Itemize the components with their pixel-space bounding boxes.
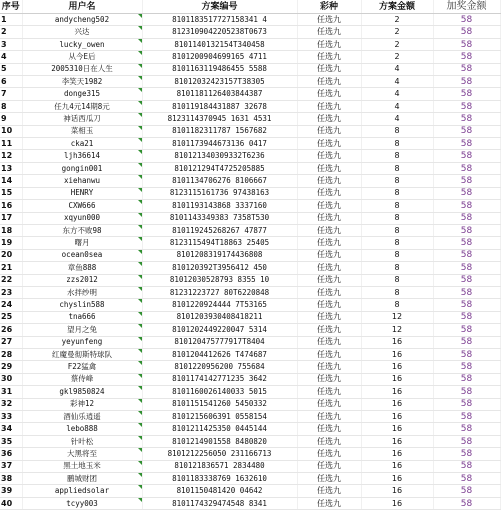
cell-code[interactable]: 8101212256050 231166713 xyxy=(142,448,297,460)
cell-user[interactable]: 鹏城财团 xyxy=(22,473,142,485)
cell-amount[interactable]: 16 xyxy=(361,485,433,497)
cell-type[interactable]: 任选九 xyxy=(297,150,361,162)
cell-user[interactable]: 水拌纱明 xyxy=(22,286,142,298)
cell-prize[interactable]: 58 xyxy=(433,361,500,373)
cell-type[interactable]: 任选九 xyxy=(297,187,361,199)
cell-prize[interactable]: 58 xyxy=(433,26,500,38)
cell-code[interactable]: 8123115494T18863 25405 xyxy=(142,237,297,249)
cell-num[interactable]: 30 xyxy=(0,373,22,385)
cell-code[interactable]: 8101173944673136 0417 xyxy=(142,138,297,150)
table-row xyxy=(0,249,500,261)
cell-type[interactable]: 任选九 xyxy=(297,398,361,410)
cell-prize[interactable]: 58 xyxy=(433,38,500,50)
cell-amount[interactable]: 8 xyxy=(361,150,433,162)
cell-code[interactable]: 810121294T4725205885 xyxy=(142,162,297,174)
table-row xyxy=(0,224,500,236)
cell-prize[interactable]: 58 xyxy=(433,150,500,162)
cell-type[interactable]: 任选九 xyxy=(297,125,361,137)
cell-type[interactable]: 任选九 xyxy=(297,311,361,323)
cell-code[interactable]: 8123109042205238T0673 xyxy=(142,26,297,38)
cell-prize[interactable]: 58 xyxy=(433,348,500,360)
cell-amount[interactable]: 16 xyxy=(361,435,433,447)
cell-amount[interactable]: 2 xyxy=(361,51,433,63)
cell-prize[interactable]: 58 xyxy=(433,460,500,472)
table-row xyxy=(0,485,500,497)
cell-amount[interactable]: 2 xyxy=(361,38,433,50)
cell-prize[interactable]: 58 xyxy=(433,435,500,447)
cell-type[interactable]: 任选九 xyxy=(297,249,361,261)
cell-prize[interactable]: 58 xyxy=(433,448,500,460)
cell-type[interactable]: 任选九 xyxy=(297,212,361,224)
cell-prize[interactable]: 58 xyxy=(433,386,500,398)
table-row xyxy=(0,237,500,249)
table-row xyxy=(0,286,500,298)
cell-prize[interactable]: 58 xyxy=(433,262,500,274)
cell-prize[interactable]: 58 xyxy=(433,398,500,410)
cell-user[interactable]: cka21 xyxy=(22,138,142,150)
cell-type[interactable]: 任选九 xyxy=(297,324,361,336)
cell-user[interactable]: 章鱼888 xyxy=(22,262,142,274)
cell-amount[interactable]: 8 xyxy=(361,175,433,187)
cell-type[interactable]: 任选九 xyxy=(297,348,361,360)
cell-type[interactable]: 任选九 xyxy=(297,162,361,174)
cell-num[interactable]: 36 xyxy=(0,448,22,460)
cell-num[interactable]: 1 xyxy=(0,14,22,26)
cell-prize[interactable]: 58 xyxy=(433,63,500,75)
cell-user[interactable]: 李笑天1982 xyxy=(22,76,142,88)
table-row xyxy=(0,448,500,460)
cell-type[interactable]: 任选九 xyxy=(297,448,361,460)
cell-user[interactable]: zzs2012 xyxy=(22,274,142,286)
cell-num[interactable]: 16 xyxy=(0,200,22,212)
cell-num[interactable]: 4 xyxy=(0,51,22,63)
table-row xyxy=(0,113,500,125)
cell-amount[interactable]: 8 xyxy=(361,187,433,199)
table-row xyxy=(0,348,500,360)
cell-amount[interactable]: 8 xyxy=(361,224,433,236)
cell-num[interactable]: 12 xyxy=(0,150,22,162)
table-row xyxy=(0,212,500,224)
cell-num[interactable]: 35 xyxy=(0,435,22,447)
cell-amount[interactable]: 4 xyxy=(361,63,433,75)
cell-num[interactable]: 26 xyxy=(0,324,22,336)
cell-user[interactable]: 红魔曼彻斯特球队 xyxy=(22,348,142,360)
cell-code[interactable]: 8101134706276 8106667 xyxy=(142,175,297,187)
cell-user[interactable]: 大黑将至 xyxy=(22,448,142,460)
cell-type[interactable]: 任选九 xyxy=(297,299,361,311)
cell-num[interactable]: 28 xyxy=(0,348,22,360)
cell-type[interactable]: 任选九 xyxy=(297,200,361,212)
cell-num[interactable]: 40 xyxy=(0,497,22,509)
cell-num[interactable]: 34 xyxy=(0,423,22,435)
cell-user[interactable]: HENRY xyxy=(22,187,142,199)
cell-type[interactable]: 任选九 xyxy=(297,237,361,249)
cell-type[interactable]: 任选九 xyxy=(297,336,361,348)
cell-amount[interactable]: 8 xyxy=(361,299,433,311)
cell-code[interactable]: 8101150481420 04642 xyxy=(142,485,297,497)
table-row xyxy=(0,398,500,410)
cell-user[interactable]: 望月之兔 xyxy=(22,324,142,336)
table-row xyxy=(0,187,500,199)
cell-amount[interactable]: 16 xyxy=(361,348,433,360)
cell-code[interactable]: 810119245268267 47877 xyxy=(142,224,297,236)
cell-user[interactable]: F22猛禽 xyxy=(22,361,142,373)
cell-num[interactable]: 20 xyxy=(0,249,22,261)
cell-prize[interactable]: 58 xyxy=(433,497,500,509)
cell-user[interactable]: 任九4元14期8元 xyxy=(22,100,142,112)
cell-type[interactable]: 任选九 xyxy=(297,274,361,286)
cell-prize[interactable]: 58 xyxy=(433,224,500,236)
cell-num[interactable]: 27 xyxy=(0,336,22,348)
header-prize[interactable]: 加奖金额 xyxy=(433,0,500,14)
cell-user[interactable]: appliedsolar xyxy=(22,485,142,497)
cell-num[interactable]: 38 xyxy=(0,473,22,485)
cell-user[interactable]: 东方不败98 xyxy=(22,224,142,236)
cell-code[interactable]: 8123115161736 97438163 xyxy=(142,187,297,199)
cell-num[interactable]: 25 xyxy=(0,311,22,323)
cell-user[interactable]: tcyy003 xyxy=(22,497,142,509)
cell-user[interactable]: 酒仙乐逍遥 xyxy=(22,411,142,423)
cell-prize[interactable]: 58 xyxy=(433,100,500,112)
cell-num[interactable]: 14 xyxy=(0,175,22,187)
cell-user[interactable]: 彩神12 xyxy=(22,398,142,410)
cell-type[interactable]: 任选九 xyxy=(297,100,361,112)
table-row xyxy=(0,311,500,323)
cell-user[interactable]: yeyunfeng xyxy=(22,336,142,348)
cell-code[interactable]: 8101193143868 3337160 xyxy=(142,200,297,212)
header-user[interactable]: 用户名 xyxy=(22,0,142,14)
cell-prize[interactable]: 58 xyxy=(433,187,500,199)
cell-user[interactable]: CXW666 xyxy=(22,200,142,212)
cell-amount[interactable]: 16 xyxy=(361,373,433,385)
cell-code[interactable]: 8101160026140033 5015 xyxy=(142,386,297,398)
cell-amount[interactable]: 8 xyxy=(361,249,433,261)
cell-code[interactable]: 810120392T3956412 450 xyxy=(142,262,297,274)
cell-num[interactable]: 8 xyxy=(0,100,22,112)
cell-type[interactable]: 任选九 xyxy=(297,76,361,88)
cell-prize[interactable]: 58 xyxy=(433,274,500,286)
cell-code[interactable]: 8101143349383 7358T530 xyxy=(142,212,297,224)
cell-user[interactable]: 针叶松 xyxy=(22,435,142,447)
cell-amount[interactable]: 16 xyxy=(361,497,433,509)
cell-type[interactable]: 任选九 xyxy=(297,373,361,385)
cell-prize[interactable]: 58 xyxy=(433,411,500,423)
cell-type[interactable]: 任选九 xyxy=(297,14,361,26)
table-row xyxy=(0,125,500,137)
cell-prize[interactable]: 58 xyxy=(433,473,500,485)
cell-amount[interactable]: 8 xyxy=(361,200,433,212)
cell-type[interactable]: 任选九 xyxy=(297,26,361,38)
cell-prize[interactable]: 58 xyxy=(433,125,500,137)
table-row xyxy=(0,175,500,187)
cell-prize[interactable]: 58 xyxy=(433,175,500,187)
cell-user[interactable]: lebo888 xyxy=(22,423,142,435)
cell-num[interactable]: 17 xyxy=(0,212,22,224)
cell-code[interactable]: 8101163119486455 5588 xyxy=(142,63,297,75)
cell-code[interactable]: 8101202449220047 5314 xyxy=(142,324,297,336)
cell-type[interactable]: 任选九 xyxy=(297,473,361,485)
cell-prize[interactable]: 58 xyxy=(433,162,500,174)
cell-amount[interactable]: 8 xyxy=(361,162,433,174)
cell-amount[interactable]: 12 xyxy=(361,311,433,323)
header-num[interactable]: 序号 xyxy=(0,0,22,14)
cell-type[interactable]: 任选九 xyxy=(297,175,361,187)
table-row xyxy=(0,324,500,336)
cell-code[interactable]: 81012032423157T38305 xyxy=(142,76,297,88)
table-row xyxy=(0,14,500,26)
cell-prize[interactable]: 58 xyxy=(433,14,500,26)
cell-prize[interactable]: 58 xyxy=(433,311,500,323)
cell-num[interactable]: 9 xyxy=(0,113,22,125)
cell-code[interactable]: 8101220956200 755684 xyxy=(142,361,297,373)
cell-amount[interactable]: 8 xyxy=(361,237,433,249)
cell-code[interactable]: 81231223727 80T6220848 xyxy=(142,286,297,298)
cell-amount[interactable]: 16 xyxy=(361,411,433,423)
cell-num[interactable]: 2 xyxy=(0,26,22,38)
cell-user[interactable]: lucky_owen xyxy=(22,38,142,50)
cell-prize[interactable]: 58 xyxy=(433,138,500,150)
table-row xyxy=(0,473,500,485)
table-row xyxy=(0,299,500,311)
table-row xyxy=(0,460,500,472)
cell-num[interactable]: 3 xyxy=(0,38,22,50)
cell-prize[interactable]: 58 xyxy=(433,336,500,348)
cell-code[interactable]: 8101174142771235 3642 xyxy=(142,373,297,385)
cell-amount[interactable]: 16 xyxy=(361,386,433,398)
table-row xyxy=(0,497,500,509)
cell-num[interactable]: 5 xyxy=(0,63,22,75)
cell-type[interactable]: 任选九 xyxy=(297,361,361,373)
cell-code[interactable]: 8101181126403844387 xyxy=(142,88,297,100)
table-row xyxy=(0,150,500,162)
cell-amount[interactable]: 8 xyxy=(361,212,433,224)
table-row xyxy=(0,63,500,75)
header-type[interactable]: 彩种 xyxy=(297,0,361,14)
cell-user[interactable]: 从今E后 xyxy=(22,51,142,63)
cell-type[interactable]: 任选九 xyxy=(297,38,361,50)
cell-num[interactable]: 32 xyxy=(0,398,22,410)
cell-code[interactable]: 8101220924444 7T53165 xyxy=(142,299,297,311)
cell-type[interactable]: 任选九 xyxy=(297,423,361,435)
cell-user[interactable]: 兴达 xyxy=(22,26,142,38)
cell-amount[interactable]: 4 xyxy=(361,76,433,88)
cell-amount[interactable]: 8 xyxy=(361,274,433,286)
cell-user[interactable]: 菜相玉 xyxy=(22,125,142,137)
cell-type[interactable]: 任选九 xyxy=(297,262,361,274)
cell-type[interactable]: 任选九 xyxy=(297,63,361,75)
cell-user[interactable]: ocean0sea xyxy=(22,249,142,261)
cell-type[interactable]: 任选九 xyxy=(297,485,361,497)
cell-user[interactable]: 神话西瓜刀 xyxy=(22,113,142,125)
cell-num[interactable]: 33 xyxy=(0,411,22,423)
cell-amount[interactable]: 8 xyxy=(361,138,433,150)
cell-user[interactable]: gkl9850824 xyxy=(22,386,142,398)
cell-user[interactable]: andycheng502 xyxy=(22,14,142,26)
cell-type[interactable]: 任选九 xyxy=(297,88,361,100)
cell-type[interactable]: 任选九 xyxy=(297,113,361,125)
header-amount[interactable]: 方案金额 xyxy=(361,0,433,14)
cell-prize[interactable]: 58 xyxy=(433,113,500,125)
table-row xyxy=(0,51,500,63)
cell-prize[interactable]: 58 xyxy=(433,88,500,100)
cell-user[interactable]: tna666 xyxy=(22,311,142,323)
cell-amount[interactable]: 2 xyxy=(361,14,433,26)
cell-amount[interactable]: 16 xyxy=(361,423,433,435)
table-row xyxy=(0,138,500,150)
cell-type[interactable]: 任选九 xyxy=(297,51,361,63)
table-row xyxy=(0,200,500,212)
cell-code[interactable]: 8101215606391 0558154 xyxy=(142,411,297,423)
cell-user[interactable]: 2005310日在人生 xyxy=(22,63,142,75)
table-row xyxy=(0,100,500,112)
table-row xyxy=(0,274,500,286)
cell-num[interactable]: 29 xyxy=(0,361,22,373)
table-row xyxy=(0,435,500,447)
cell-num[interactable]: 31 xyxy=(0,386,22,398)
cell-code[interactable]: 8101208319174436808 xyxy=(142,249,297,261)
cell-type[interactable]: 任选九 xyxy=(297,138,361,150)
cell-prize[interactable]: 58 xyxy=(433,237,500,249)
cell-amount[interactable]: 16 xyxy=(361,336,433,348)
cell-amount[interactable]: 8 xyxy=(361,286,433,298)
cell-code[interactable]: 8101204412626 T474687 xyxy=(142,348,297,360)
cell-amount[interactable]: 12 xyxy=(361,324,433,336)
table-row xyxy=(0,262,500,274)
table-row xyxy=(0,162,500,174)
cell-num[interactable]: 6 xyxy=(0,76,22,88)
cell-code[interactable]: 8123114370945 1631 4531 xyxy=(142,113,297,125)
table-row xyxy=(0,26,500,38)
cell-num[interactable]: 24 xyxy=(0,299,22,311)
table-row xyxy=(0,373,500,385)
cell-amount[interactable]: 16 xyxy=(361,361,433,373)
cell-amount[interactable]: 2 xyxy=(361,26,433,38)
cell-code[interactable]: 8101200904699165 4711 xyxy=(142,51,297,63)
cell-amount[interactable]: 8 xyxy=(361,125,433,137)
cell-user[interactable]: 蔡侍峰 xyxy=(22,373,142,385)
cell-amount[interactable]: 8 xyxy=(361,262,433,274)
header-code[interactable]: 方案编号 xyxy=(142,0,297,14)
cell-type[interactable]: 任选九 xyxy=(297,497,361,509)
cell-num[interactable]: 13 xyxy=(0,162,22,174)
cell-num[interactable]: 21 xyxy=(0,262,22,274)
cell-code[interactable]: 8101151541260 5450332 xyxy=(142,398,297,410)
cell-amount[interactable]: 16 xyxy=(361,473,433,485)
cell-type[interactable]: 任选九 xyxy=(297,224,361,236)
cell-code[interactable]: 8101214901558 8480820 xyxy=(142,435,297,447)
table-row xyxy=(0,38,500,50)
cell-prize[interactable]: 58 xyxy=(433,212,500,224)
table-row xyxy=(0,336,500,348)
table-row xyxy=(0,386,500,398)
cell-num[interactable]: 10 xyxy=(0,125,22,137)
header-row xyxy=(0,0,500,14)
cell-num[interactable]: 19 xyxy=(0,237,22,249)
cell-prize[interactable]: 58 xyxy=(433,249,500,261)
table-row xyxy=(0,88,500,100)
cell-user[interactable]: chyslin588 xyxy=(22,299,142,311)
cell-prize[interactable]: 58 xyxy=(433,485,500,497)
cell-amount[interactable]: 4 xyxy=(361,113,433,125)
cell-num[interactable]: 7 xyxy=(0,88,22,100)
cell-type[interactable]: 任选九 xyxy=(297,411,361,423)
cell-type[interactable]: 任选九 xyxy=(297,386,361,398)
cell-user[interactable]: gongin001 xyxy=(22,162,142,174)
cell-user[interactable]: 黑土地玉米 xyxy=(22,460,142,472)
cell-num[interactable]: 15 xyxy=(0,187,22,199)
cell-code[interactable]: 8101140132154T340458 xyxy=(142,38,297,50)
cell-code[interactable]: 810121340309332T6236 xyxy=(142,150,297,162)
table-row xyxy=(0,361,500,373)
table-row xyxy=(0,423,500,435)
cell-user[interactable]: xiehanwu xyxy=(22,175,142,187)
cell-prize[interactable]: 58 xyxy=(433,299,500,311)
cell-amount[interactable]: 16 xyxy=(361,460,433,472)
cell-code[interactable]: 8101182311787 1567682 xyxy=(142,125,297,137)
cell-num[interactable]: 39 xyxy=(0,485,22,497)
cell-num[interactable]: 18 xyxy=(0,224,22,236)
cell-code[interactable]: 8101211425350 0445144 xyxy=(142,423,297,435)
cell-prize[interactable]: 58 xyxy=(433,423,500,435)
cell-user[interactable]: 曙月 xyxy=(22,237,142,249)
cell-code[interactable]: 810121836571 2834480 xyxy=(142,460,297,472)
cell-num[interactable]: 22 xyxy=(0,274,22,286)
cell-prize[interactable]: 58 xyxy=(433,51,500,63)
cell-code[interactable]: 810120475777917T8404 xyxy=(142,336,297,348)
cell-user[interactable]: xqyun000 xyxy=(22,212,142,224)
cell-code[interactable]: 81012030528793 8355 10 xyxy=(142,274,297,286)
cell-num[interactable]: 37 xyxy=(0,460,22,472)
cell-prize[interactable]: 58 xyxy=(433,324,500,336)
cell-code[interactable]: 8101183517727158341 4 xyxy=(142,14,297,26)
cell-code[interactable]: 8101183338769 1632610 xyxy=(142,473,297,485)
cell-amount[interactable]: 16 xyxy=(361,448,433,460)
cell-user[interactable]: ljh36614 xyxy=(22,150,142,162)
table-row xyxy=(0,411,500,423)
cell-user[interactable]: donge315 xyxy=(22,88,142,100)
cell-type[interactable]: 任选九 xyxy=(297,435,361,447)
cell-amount[interactable]: 16 xyxy=(361,398,433,410)
cell-code[interactable]: 810119184431887 32678 xyxy=(142,100,297,112)
cell-num[interactable]: 23 xyxy=(0,286,22,298)
table-row xyxy=(0,76,500,88)
cell-prize[interactable]: 58 xyxy=(433,200,500,212)
cell-code[interactable]: 8101203930408418211 xyxy=(142,311,297,323)
cell-prize[interactable]: 58 xyxy=(433,286,500,298)
cell-amount[interactable]: 4 xyxy=(361,100,433,112)
cell-amount[interactable]: 4 xyxy=(361,88,433,100)
cell-prize[interactable]: 58 xyxy=(433,76,500,88)
cell-type[interactable]: 任选九 xyxy=(297,460,361,472)
cell-prize[interactable]: 58 xyxy=(433,373,500,385)
cell-num[interactable]: 11 xyxy=(0,138,22,150)
cell-code[interactable]: 8101174329474548 8341 xyxy=(142,497,297,509)
cell-type[interactable]: 任选九 xyxy=(297,286,361,298)
